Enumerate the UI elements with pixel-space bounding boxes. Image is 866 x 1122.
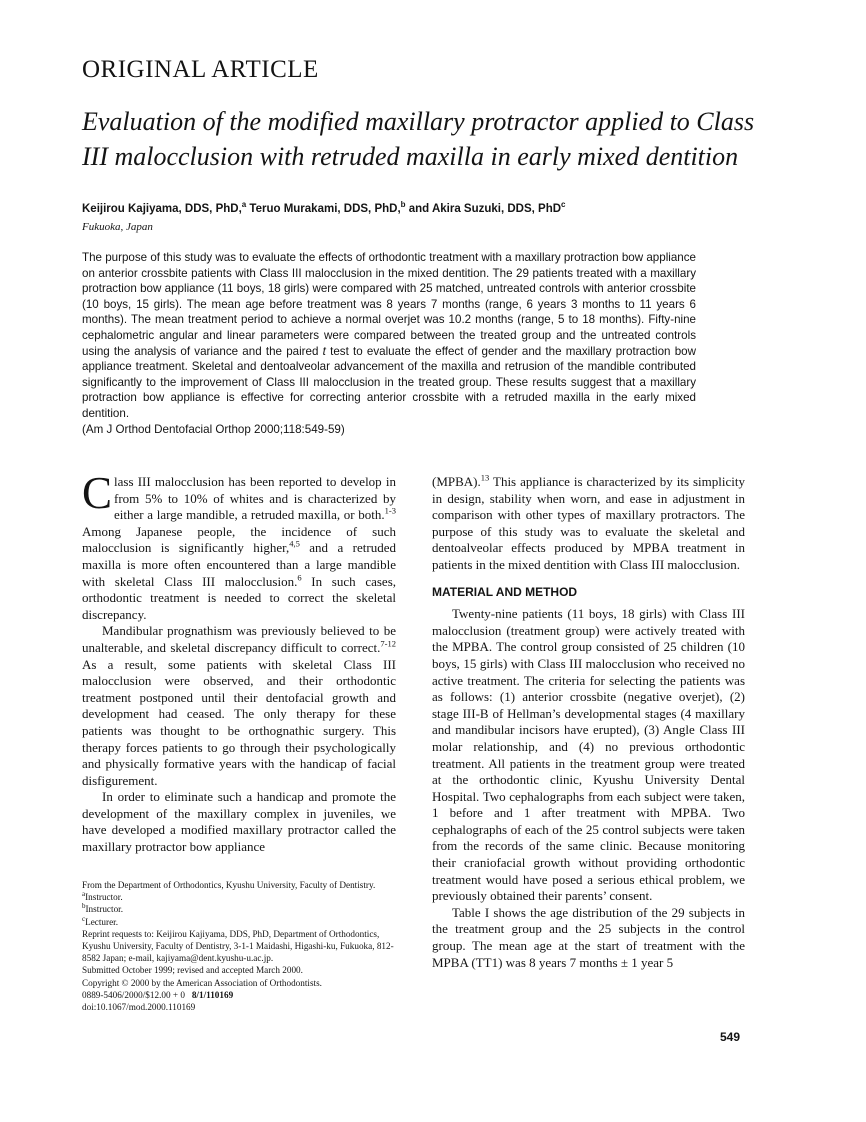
affiliation-mark: a: [82, 890, 86, 899]
footnote-text: Instructor.: [85, 904, 124, 915]
author-location: Fukuoka, Japan: [82, 221, 153, 233]
footnote-submitted: Submitted October 1999; revised and accepted March 2000.: [82, 965, 303, 976]
abstract-text: [82, 250, 696, 422]
reference-mark: 1-3: [384, 505, 396, 516]
body-column-right: [432, 474, 745, 971]
body-paragraph: [82, 468, 396, 623]
footnote-reprint: Reprint requests to: Keijirou Kajiyama, DDS, PhD, Department of Orthodontics, Kyushu University, Faculty of Dentistry, 3-1-1 Maidashi, Higashi-ku, Fukuoka, 812-8582 Japan; e-mail, kajiyama@dent.kyushu-u.ac.jp.: [82, 928, 394, 964]
article-title: Evaluation of the modified maxillary protractor applied to Class III malocclusion with retruded maxilla in early mixed dentition: [82, 107, 755, 171]
footnote-text: Lecturer.: [85, 916, 119, 927]
footnote-code: 8/1/110169: [191, 989, 234, 1000]
affiliation-mark: a: [241, 200, 247, 210]
abstract-text-part: test to evaluate the effect of gender and the maxillary protraction bow appliance treatment. Skeletal and dentoalveolar advancement of the maxilla and retrusion of the mandible contributed significantly to the improvement of Class III malocclusion in the treated group. These results suggest that a maxillary protraction bow appliance is effective for correcting anterior crossbite with a retruded maxilla in the early mixed dentition.: [82, 344, 696, 420]
affiliation-mark: c: [561, 200, 566, 210]
body-text: and a retruded maxilla is more often encountered than a large mandible with skeletal Class III malocclusion.: [82, 540, 396, 589]
author-name: Keijirou Kajiyama, DDS, PhD,: [82, 203, 242, 215]
abstract-text-part: The purpose of this study was to evaluate the effects of orthodontic treatment with a maxillary protraction bow appliance on anterior crossbite patients with Class III malocclusion in the mixed dentition. The 29 patients treated with a maxillary protraction bow appliance (11 boys, 18 girls) were compared with 25 matched, untreated controls with anterior crossbite (10 boys, 15 girls). The mean age before treatment was 8 years 7 months (range, 6 years 3 months to 11 years 6 months). The mean treatment period to achieve a normal overjet was 10.2 months (range, 5 to 18 months). Fifty-nine cephalometric angular and linear parameters were compared between the treated group and the untreated controls using the analysis of variance and the paired: [82, 251, 696, 358]
section-heading-methods: MATERIAL AND METHOD: [432, 584, 578, 599]
body-text: As a result, some patients with skeletal Class III malocclusion were observed, and their orthodontic treatment postponed until their dentofacial growth and development had ceased. The only therapy for these patients was thought to be orthognathic surgery. This therapy forces patients to go through their psychologically and physically formative years with the handicap of facial disfigurement.: [82, 656, 396, 788]
footnotes: [82, 879, 398, 1013]
body-paragraph: [432, 474, 745, 574]
footnote-copyright: Copyright © 2000 by the American Association of Orthodontists.: [82, 977, 322, 988]
reference-mark: 7-12: [380, 638, 396, 649]
footnote-affiliation: [82, 916, 398, 928]
body-paragraph: In order to eliminate such a handicap and promote the development of the maxillary complex in juveniles, we have developed a modified maxillary protractor called the maxillary protractor bow appliance: [82, 789, 396, 855]
affiliation-mark: b: [82, 902, 86, 911]
abstract-t-italic: t: [322, 344, 326, 358]
affiliation-mark: b: [400, 200, 406, 210]
body-text: This appliance is characterized by its simplicity in design, stability when worn, and ease in adjustment in comparison with other types of maxillary protractors. The purpose of this study was to evaluate the skeletal and dentoalveolar effects produced by MPBA treatment in patients in the mixed dentition with Class III malocclusion.: [432, 474, 745, 572]
drop-cap: C: [82, 468, 113, 518]
footnote-text: 0889-5406/2000/$12.00 + 0: [82, 989, 185, 1000]
author-name: and Akira Suzuki, DDS, PhD: [405, 203, 562, 215]
body-paragraph: Table I shows the age distribution of the 29 subjects in the treatment group and the 25 subjects in the control group. The mean age at the start of treatment with the MPBA (TT1) was 8 years 7 months ± 1 year 5: [432, 904, 745, 970]
abstract: [82, 250, 696, 437]
footnote-doi: doi:10.1067/mod.2000.110169: [82, 1002, 196, 1013]
body-text: Mandibular prognathism was previously believed to be unalterable, and skeletal discrepancy difficult to correct.: [82, 623, 396, 655]
reference-mark: 4,5: [289, 539, 300, 550]
reference-mark: 13: [480, 472, 490, 483]
author-list: [82, 200, 566, 215]
affiliation-mark: c: [82, 914, 86, 923]
body-paragraph: [82, 623, 396, 789]
section-label: ORIGINAL ARTICLE: [82, 56, 319, 83]
footnote-affiliation: [82, 891, 398, 903]
body-column-left: [82, 468, 396, 856]
footnote-text: Instructor.: [85, 892, 123, 903]
body-text: In such cases, orthodontic treatment is needed to correct the skeletal discrepancy.: [82, 573, 396, 622]
abstract-citation: (Am J Orthod Dentofacial Orthop 2000;118:549-59): [82, 422, 345, 436]
body-text: (MPBA).: [432, 474, 481, 489]
footnote-department: From the Department of Orthodontics, Kyushu University, Faculty of Dentistry.: [82, 880, 376, 890]
body-text: Among Japanese people, the incidence of such malocclusion is significantly higher,: [82, 523, 396, 556]
reference-mark: 6: [297, 572, 302, 583]
body-paragraph: Twenty-nine patients (11 boys, 18 girls) with Class III malocclusion (treatment group) were actively treated with the MPBA. The control group consisted of 25 children (10 boys, 15 girls) with Class III malocclusion who received no active treatment. The criteria for selecting the patients was as follows: (1) anterior crossbite (negative overjet), (2) stage III-B of Hellman’s developmental stages (4 maxillary and mandibular incisors have erupted), (3) Angle Class III molar relationship, and (4) no previous orthodontic treatment. All patients in the treatment group were treated at the orthodontic clinic, Kyushu University Dental Hospital. Two cephalographs from each subject were taken, 1 before and 1 after treatment with MPBA. Two cephalographs of each of the 25 control subjects were taken from the records of the same clinic. Because monitoring their craniofacial growth without providing orthodontic treatment would have posed a serious ethical problem, we previously obtained their parents’ consent.: [432, 606, 745, 904]
author-name: Teruo Murakami, DDS, PhD,: [246, 203, 401, 215]
footnote-affiliation: [82, 903, 398, 915]
footnote-issn: [82, 989, 398, 1001]
page-number: 549: [720, 1030, 741, 1044]
body-text: lass III malocclusion has been reported to develop in from 5% to 10% of whites and is characterized by either a large mandible, a retruded maxilla, or both.: [114, 474, 396, 523]
